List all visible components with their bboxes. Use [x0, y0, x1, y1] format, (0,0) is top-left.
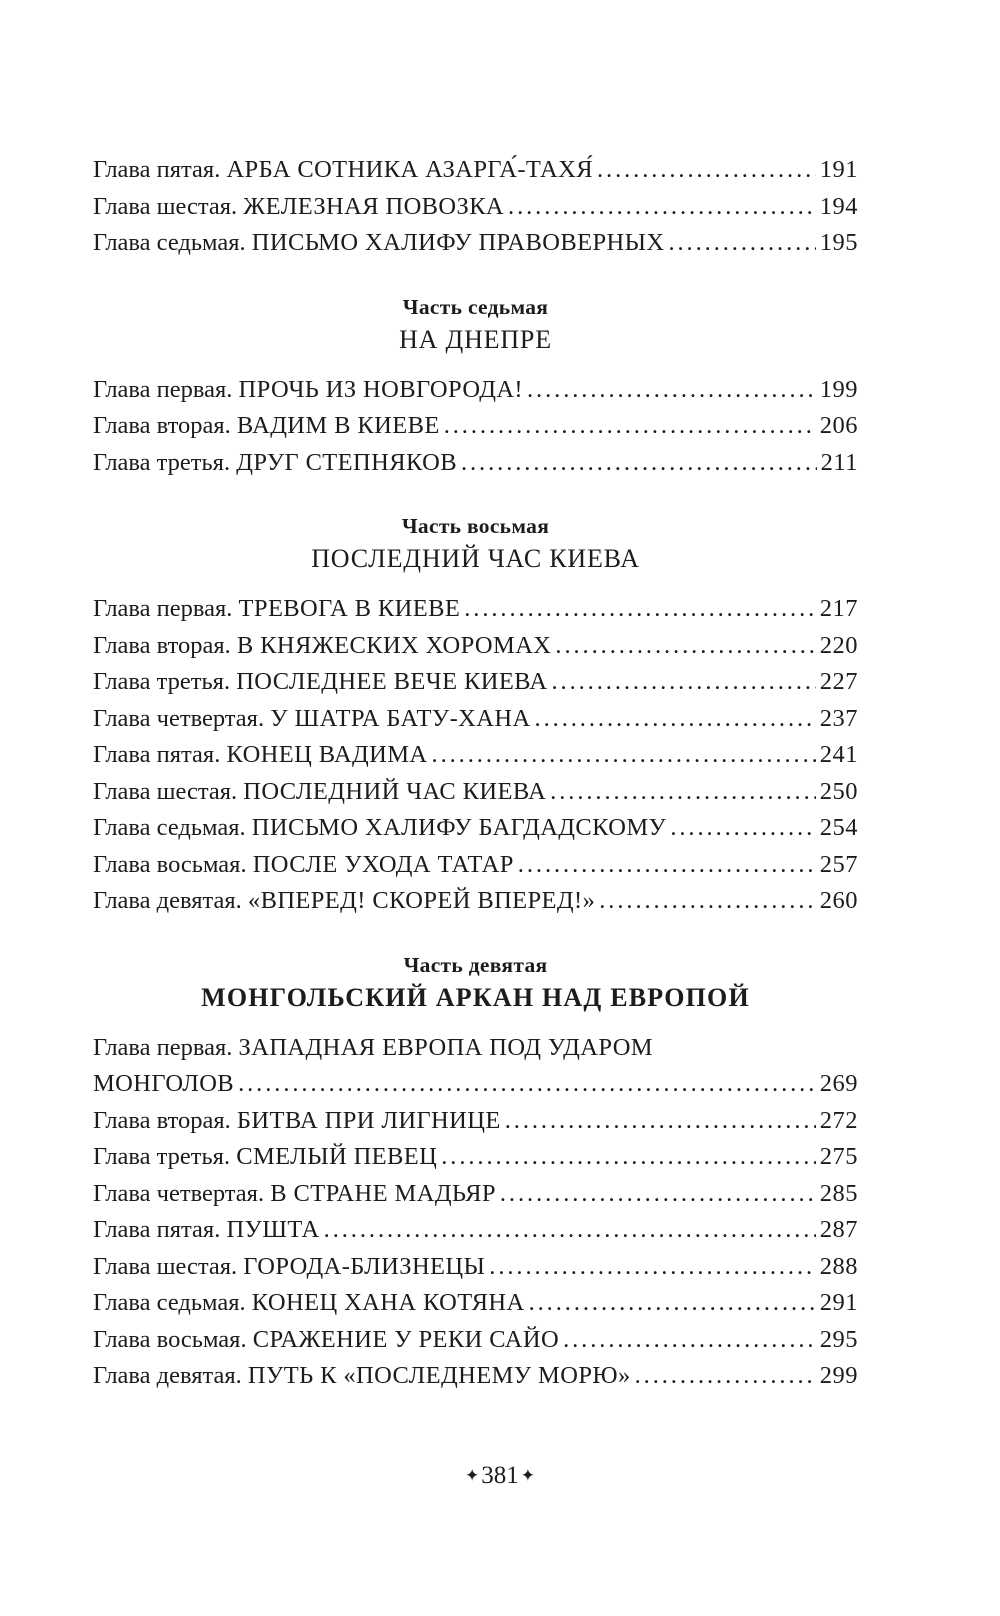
chapter-label: Глава пятая. — [93, 741, 221, 768]
toc-entry — [93, 1249, 858, 1286]
chapter-title: ПОСЛЕ УХОДА ТАТАР — [252, 850, 514, 878]
ornament-star-icon: ✦ — [465, 1466, 480, 1485]
ornament-star-icon: ✦ — [520, 1466, 535, 1485]
chapter-title: ПИСЬМО ХАЛИФУ ПРАВОВЕРНЫХ — [251, 229, 665, 256]
page-number: 257 — [819, 850, 858, 878]
chapter-title: У ШАТРА БАТУ-ХАНА — [270, 704, 531, 732]
chapter-title: СМЕЛЫЙ ПЕВЕЦ — [236, 1143, 438, 1170]
chapter-title: КОНЕЦ ВАДИМА — [226, 741, 428, 768]
toc-part-eight — [93, 511, 858, 920]
dot-leader — [550, 774, 816, 811]
dot-leader — [444, 408, 816, 445]
page-number: 237 — [819, 704, 858, 732]
dot-leader — [670, 810, 815, 847]
toc-entry — [93, 1285, 858, 1322]
chapter-label: Глава вторая. — [93, 631, 231, 659]
toc-entry — [93, 737, 858, 774]
chapter-title: ПОСЛЕДНЕЕ ВЕЧЕ КИЕВА — [236, 668, 548, 695]
chapter-label: Глава шестая. — [93, 777, 238, 805]
toc-entry — [93, 1139, 858, 1176]
dot-leader — [432, 737, 816, 774]
chapter-title-line1: ЗАПАДНАЯ ЕВРОПА ПОД УДАРОМ — [238, 1033, 653, 1061]
page-number: 194 — [819, 192, 858, 220]
dot-leader — [555, 628, 815, 665]
dot-leader — [529, 1285, 816, 1322]
toc-entry — [93, 189, 858, 226]
toc-entry — [93, 445, 858, 482]
toc-entry — [93, 883, 858, 920]
toc-entry — [93, 372, 858, 409]
dot-leader — [238, 1066, 816, 1103]
dot-leader — [527, 372, 816, 409]
page-number: 217 — [819, 595, 858, 622]
toc-entry — [93, 1358, 858, 1395]
part-label: Часть девятая — [403, 952, 548, 977]
page-number: 195 — [819, 229, 858, 256]
chapter-title: ПИСЬМО ХАЛИФУ БАГДАДСКОМУ — [251, 814, 667, 841]
toc-section-continued — [93, 152, 858, 262]
chapter-title: ПРОЧЬ ИЗ НОВГОРОДА! — [238, 375, 523, 403]
part-title: ПОСЛЕДНИЙ ЧАС КИЕВА — [311, 544, 640, 573]
chapter-title: В КНЯЖЕСКИХ ХОРОМАХ — [236, 631, 552, 659]
page-number: 260 — [819, 887, 858, 914]
toc-entry — [93, 225, 858, 262]
dot-leader — [508, 189, 816, 226]
toc-entry — [93, 664, 858, 701]
chapter-label: Глава пятая. — [93, 156, 221, 183]
chapter-label: Глава первая. — [93, 595, 233, 622]
chapter-label: Глава восьмая. — [93, 1325, 247, 1353]
table-of-contents — [93, 152, 858, 1395]
chapter-label: Глава девятая. — [93, 1362, 242, 1389]
toc-part-nine — [93, 950, 858, 1395]
dot-leader — [599, 883, 816, 920]
page-number: 206 — [819, 412, 858, 439]
toc-entry — [93, 810, 858, 847]
page-number: 199 — [819, 375, 858, 403]
dot-leader — [518, 847, 816, 884]
dot-leader — [597, 152, 816, 189]
chapter-label: Глава восьмая. — [93, 850, 247, 878]
chapter-label: Глава первая. — [93, 375, 233, 403]
toc-entry — [93, 1176, 858, 1213]
folio-page-number: 381 — [481, 1462, 519, 1489]
chapter-title: СРАЖЕНИЕ У РЕКИ САЙО — [252, 1325, 560, 1353]
page-number: 295 — [819, 1325, 858, 1353]
chapter-title: ТРЕВОГА В КИЕВЕ — [238, 595, 461, 622]
page-number: 191 — [819, 156, 858, 183]
chapter-label: Глава третья. — [93, 448, 231, 476]
chapter-label: Глава первая. — [93, 1033, 233, 1061]
page-number: 250 — [819, 777, 858, 805]
toc-entry — [93, 1103, 858, 1140]
part-label: Часть восьмая — [401, 514, 550, 538]
chapter-title: ГОРОДА-БЛИЗНЕЦЫ — [243, 1252, 486, 1280]
chapter-title: В СТРАНЕ МАДЬЯР — [270, 1179, 496, 1207]
chapter-title-line2: МОНГОЛОВ — [93, 1070, 235, 1097]
dot-leader — [535, 701, 816, 738]
toc-entry — [93, 628, 858, 665]
page-number: 227 — [819, 668, 858, 695]
chapter-label: Глава седьмая. — [93, 1289, 246, 1316]
dot-leader — [441, 1139, 816, 1176]
chapter-title: ДРУГ СТЕПНЯКОВ — [236, 448, 457, 476]
part-title: НА ДНЕПРЕ — [399, 324, 552, 354]
chapter-label: Глава седьмая. — [93, 814, 246, 841]
chapter-label: Глава пятая. — [93, 1216, 221, 1243]
chapter-label: Глава вторая. — [93, 1106, 231, 1134]
chapter-label: Глава шестая. — [93, 1252, 238, 1280]
page-number: 269 — [819, 1070, 858, 1097]
dot-leader — [464, 591, 816, 628]
chapter-title: АРБА СОТНИКА АЗАРГА́-ТАХЯ́ — [226, 156, 593, 183]
toc-entry — [93, 1212, 858, 1249]
chapter-title: ВАДИМ В КИЕВЕ — [236, 412, 440, 439]
chapter-title: ПОСЛЕДНИЙ ЧАС КИЕВА — [243, 777, 547, 805]
chapter-title: ЖЕЛЕЗНАЯ ПОВОЗКА — [243, 192, 505, 220]
toc-entry — [93, 774, 858, 811]
toc-entry — [93, 591, 858, 628]
part-title: МОНГОЛЬСКИЙ АРКАН НАД ЕВРОПОЙ — [201, 982, 750, 1012]
page-number: 211 — [820, 448, 858, 476]
dot-leader — [505, 1103, 816, 1140]
page-folio — [0, 1458, 1000, 1494]
page-number: 275 — [819, 1143, 858, 1170]
page-number: 241 — [819, 741, 858, 768]
page-number: 288 — [819, 1252, 858, 1280]
part-label: Часть седьмая — [402, 294, 549, 319]
chapter-title: ПУТЬ К «ПОСЛЕДНЕМУ МОРЮ» — [247, 1362, 631, 1389]
chapter-title: КОНЕЦ ХАНА КОТЯНА — [251, 1289, 525, 1316]
chapter-label: Глава девятая. — [93, 887, 242, 914]
chapter-label: Глава третья. — [93, 1143, 231, 1170]
chapter-title: «ВПЕРЕД! СКОРЕЙ ВПЕРЕД!» — [247, 887, 596, 914]
toc-entry-second-line — [93, 1066, 858, 1103]
dot-leader — [551, 664, 815, 701]
page-number: 254 — [819, 814, 858, 841]
chapter-title: ПУШТА — [226, 1216, 320, 1243]
toc-entry — [93, 152, 858, 189]
toc-entry — [93, 1322, 858, 1359]
dot-leader — [668, 225, 815, 262]
dot-leader — [489, 1249, 815, 1286]
chapter-label: Глава третья. — [93, 668, 231, 695]
page-number: 272 — [819, 1106, 858, 1134]
dot-leader — [635, 1358, 816, 1395]
dot-leader — [500, 1176, 816, 1213]
chapter-label: Глава четвертая. — [93, 704, 265, 732]
page-number: 220 — [819, 631, 858, 659]
dot-leader — [461, 445, 817, 482]
page-number: 299 — [819, 1362, 858, 1389]
toc-entry — [93, 408, 858, 445]
toc-entry — [93, 847, 858, 884]
chapter-label: Глава седьмая. — [93, 229, 246, 256]
page-number: 291 — [819, 1289, 858, 1316]
page-number: 287 — [819, 1216, 858, 1243]
page-number: 285 — [819, 1179, 858, 1207]
dot-leader — [324, 1212, 816, 1249]
toc-part-seven — [93, 292, 858, 482]
chapter-label: Глава вторая. — [93, 412, 231, 439]
chapter-label: Глава четвертая. — [93, 1179, 265, 1207]
chapter-label: Глава шестая. — [93, 192, 238, 220]
chapter-title: БИТВА ПРИ ЛИГНИЦЕ — [236, 1106, 501, 1134]
toc-entry-first-line — [93, 1030, 858, 1067]
dot-leader — [563, 1322, 816, 1359]
toc-entry-multiline — [93, 1030, 858, 1103]
toc-entry — [93, 701, 858, 738]
